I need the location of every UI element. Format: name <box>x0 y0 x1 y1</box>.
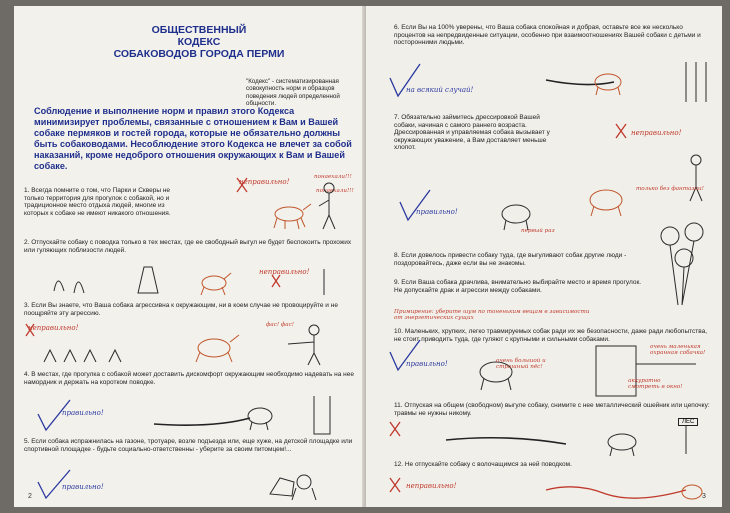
right-label-5: правильно! <box>62 483 104 491</box>
training-right-sketch <box>396 192 566 242</box>
title-line-1: ОБЩЕСТВЕННЫЙ <box>151 24 247 36</box>
rule-10: 10. Маленьких, хрупких, легко травмируемых собак ради их же безопасности, даже ради любопытства, не стоит приводить туда, где гуляют с крупными и сильными собаками. <box>394 328 708 343</box>
rule-4: 4. В местах, где прогулка с собакой может доставить дискомфорт окружающим необходимо надевать на нее намордник и держать на коротком поводке. <box>24 371 354 386</box>
collar-sketch <box>386 420 716 460</box>
rule-11: 11. Отпуская на общем (свободном) выгуле собаку, снимите с нее металлический ошейник или цепочку: травмы не нужны никому. <box>394 402 710 417</box>
very-mean-note: очень большой и страшный пёс! <box>496 358 546 370</box>
rule-8: 8. Если довелось привести собаку туда, где выгуливают собак другие люди - поздоровайтесь, даже если вы не знакомы. <box>394 252 627 267</box>
aggressive-dog-sketch <box>24 322 359 368</box>
rule-3: 3. Если Вы знаете, что Ваша собака агрессивна к окружающим, ни в коем случае не провоцируйте и не поощряйте эту агрессию. <box>24 302 338 317</box>
wrong-label-3: неправильно! <box>28 324 79 332</box>
only-fantasy-note: только без фантазии! <box>636 186 704 192</box>
shout-1: понаехали!!! <box>314 174 352 180</box>
wrong-label-2: неправильно! <box>259 268 310 276</box>
rule-6: 6. Если Вы на 100% уверены, что Ваша собака спокойная и добрая, оставьте все же несколько процентов на непредвиденные ситуации, особенно при взаимоотношениях Вашей собаки с детьми и посторонними людьми. <box>394 24 701 47</box>
title-line-3: СОБАКОВОДОВ ГОРОДА ПЕРМИ <box>113 48 285 60</box>
hint-9: Примирение: уберите шум по тоненьким вещам в зависимости от энергетических сущих <box>394 309 590 321</box>
first-lesson-note: первый раз <box>521 228 555 234</box>
rule-5: 5. Если собака испражнилась на газоне, тротуаре, возле подъезда или, еще хуже, на детской площадке или спортивной площадке - будьте социально-ответственны - уберите за своим питомцем!... <box>24 438 353 453</box>
wrong-label-1: неправильно! <box>239 178 290 186</box>
page-number-left: 2 <box>28 493 32 500</box>
rule-2: 2. Отпускайте собаку с поводка только в тех местах, где ее свободный выгул не будет беспокоить прохожих или гуляющих поблизости людей. <box>24 239 352 254</box>
park-dog-sketch <box>179 174 359 234</box>
left-page <box>14 6 366 507</box>
rule-1: 1. Всегда помните о том, что Парки и Скверы не только территория для прогулок с собакой, но и традиционное место отдыха людей, многие из которых к собаке не имеют никакого отношения. <box>24 187 171 217</box>
lead-paragraph: Соблюдение и выполнение норм и правил этого Кодекса минимизирует проблемы, связанные с отношением к Вам и Вашей собаке пермяков и гостей города, которые не обязательно должны быть собаководами. Несоблюдение этого Кодекса не влечет за собой наказаний, кроме недоброго отношения окружающих к Вам и Вашей собаке. <box>34 106 352 171</box>
page-title <box>104 24 294 60</box>
very-small-note: очень маленькая охранная собачка! <box>650 344 706 356</box>
rule-7: 7. Обязательно займитесь дрессировкой Вашей собаки, начиная с самого раннего возраста. Дрессированная и управляемая собака вызывает у окружающих уважение, а Вам доставляет меньше хлопот. <box>394 114 550 152</box>
careful-note: аккуратно смотреть в окно! <box>628 378 683 390</box>
forest-sign: ЛЕС <box>678 418 698 426</box>
kids-dog-sketch <box>386 62 716 104</box>
right-label-7: правильно! <box>416 208 458 216</box>
title-line-2: КОДЕКС <box>177 36 221 48</box>
leash-release-sketch <box>34 261 354 301</box>
kodeks-definition: "Кодекс" - систематизированная совокупность норм и образцов поведения людей определенной общности. <box>246 78 340 107</box>
just-in-case-label: на всякий случай! <box>406 86 474 94</box>
right-page <box>366 6 722 507</box>
right-label-4: правильно! <box>62 409 104 417</box>
page-number-right: 3 <box>702 493 706 500</box>
wrong-label-7: неправильно! <box>631 129 682 137</box>
shout-2: понаехали!!! <box>316 188 354 194</box>
rule-9: 9. Если Ваша собака драчлива, внимательно выбирайте место и время прогулок. Не допускайте драк и агрессии между собаками. <box>394 279 642 294</box>
right-label-10: правильно! <box>406 360 448 368</box>
balloon-dogs-sketch <box>656 216 716 326</box>
rule-12: 12. Не отпускайте собаку с волочащимся за ней поводком. <box>394 461 572 468</box>
dragging-leash-sketch <box>386 476 716 506</box>
fas-shout: фас! фас! <box>266 322 294 328</box>
wrong-label-12: неправильно! <box>406 482 457 490</box>
